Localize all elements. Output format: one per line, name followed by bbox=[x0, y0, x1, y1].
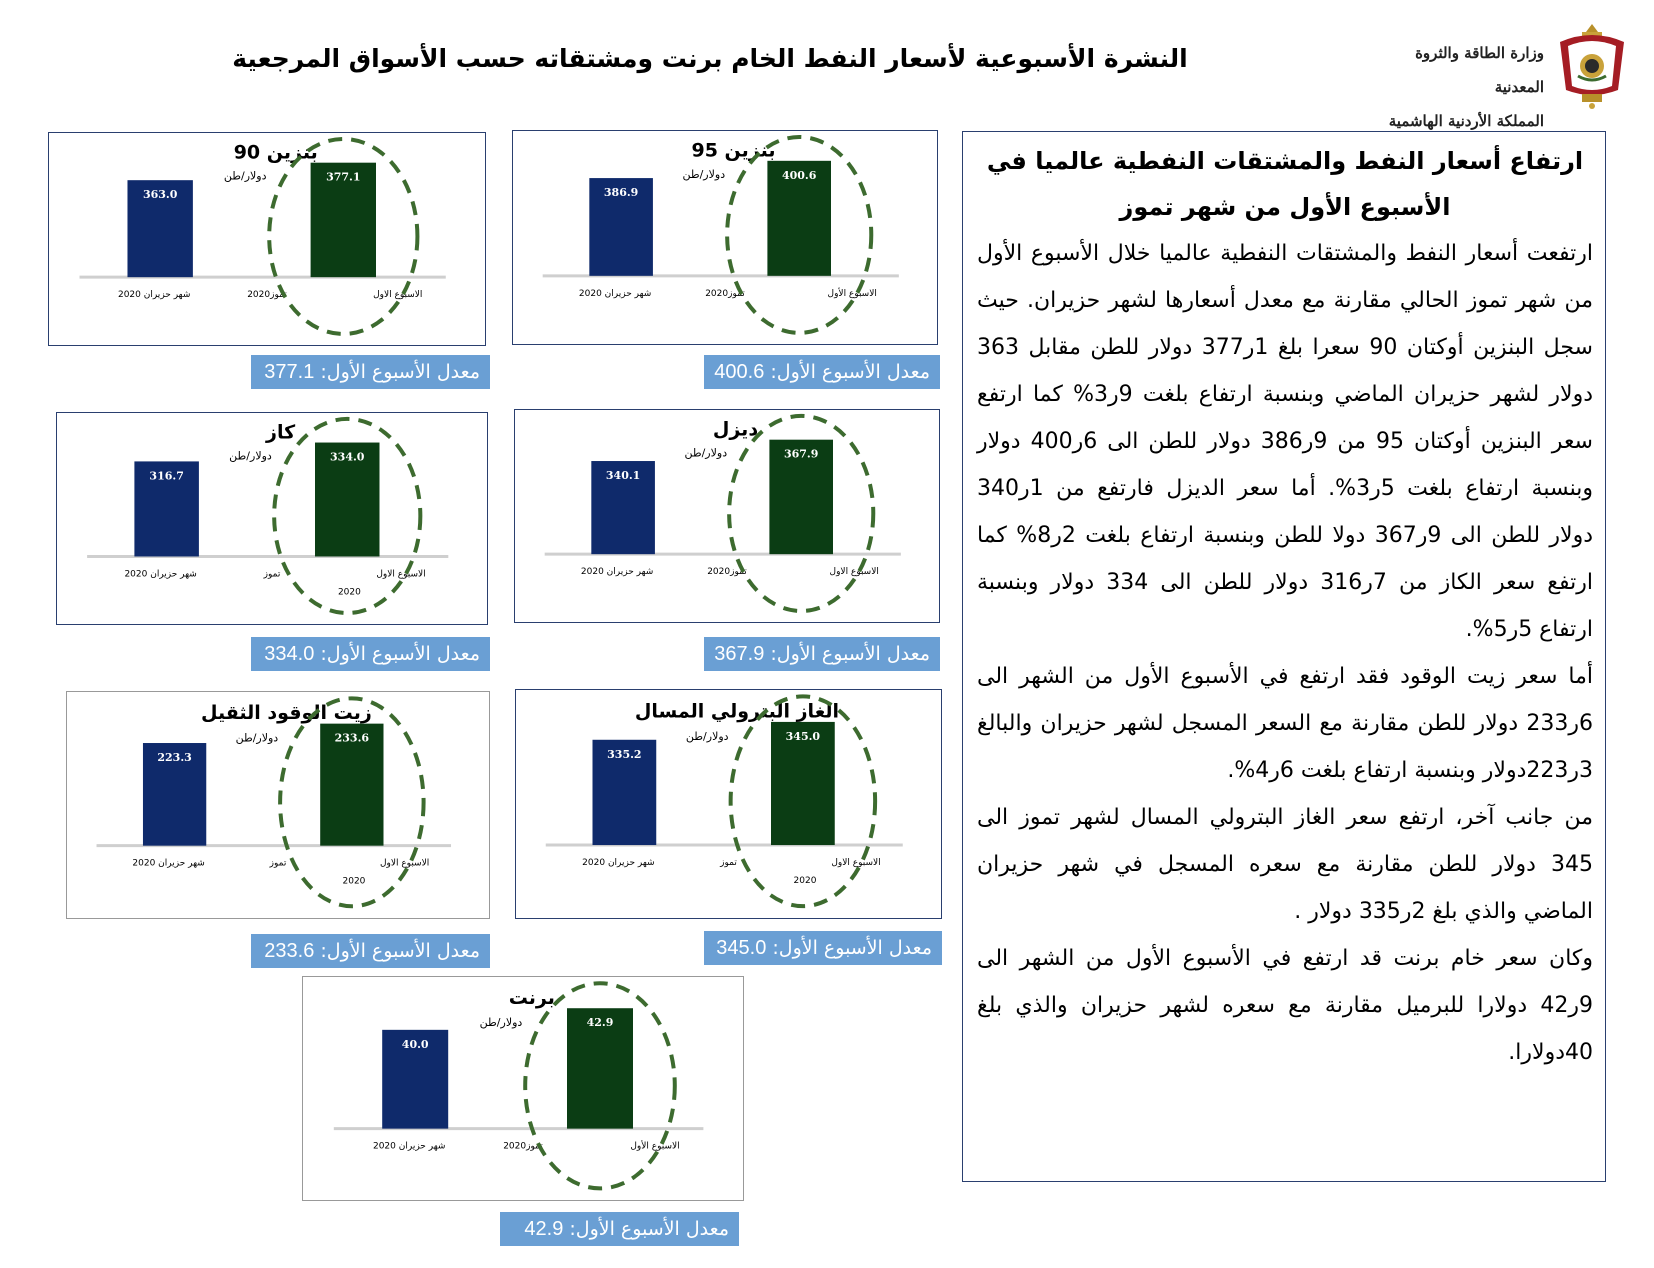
category-label-july: تموز2020 bbox=[705, 288, 745, 299]
page-title: النشرة الأسبوعية لأسعار النفط الخام برنت ومشتقاته حسب الأسواق المرجعية bbox=[232, 44, 1188, 73]
article-paragraph-2: أما سعر زيت الوقود فقد ارتفع في الأسبوع الأول من الشهر الى 6ر233 دولار للطن مقارنة مع السعر المسجل لشهر حزيران والبالغ 3ر223دولار وبنسبة ارتفاع بلغت 6ر4%. bbox=[977, 664, 1593, 783]
category-label-july: تموز bbox=[720, 858, 737, 869]
category-label-june: شهر حزيران 2020 bbox=[578, 288, 652, 299]
avg-box-diesel: معدل الأسبوع الأول: 367.9 bbox=[704, 637, 940, 671]
data-label: 377.1 bbox=[326, 170, 361, 184]
article-heading-line2: الأسبوع الأول من شهر تموز bbox=[1119, 193, 1451, 221]
category-label-june: شهر حزيران 2020 bbox=[580, 567, 654, 578]
chart-panel-kerosene bbox=[56, 412, 488, 625]
category-label-year: 2020 bbox=[337, 587, 361, 598]
chart-unit: دولار/طن bbox=[684, 446, 728, 460]
chart-title: بنزين 95 bbox=[691, 139, 776, 162]
chart-panel-lpg bbox=[515, 689, 942, 919]
jordan-coat-of-arms-icon bbox=[1552, 20, 1632, 110]
bar-chart-brent bbox=[303, 977, 743, 1200]
bar-chart-gasoline90 bbox=[49, 133, 485, 345]
category-label-year: 2020 bbox=[342, 876, 366, 887]
category-label-july: تموز bbox=[263, 569, 281, 580]
data-label: 400.6 bbox=[781, 168, 817, 182]
avg-value: 345.0 bbox=[716, 937, 767, 959]
category-label-week: الاسبوع الاول bbox=[376, 569, 426, 580]
data-label: 386.9 bbox=[603, 186, 639, 200]
chart-title: الغاز البترولي المسال bbox=[634, 700, 840, 723]
category-label-june: شهر حزيران 2020 bbox=[372, 1141, 446, 1152]
avg-box-gasoline95: معدل الأسبوع الأول: 400.6 bbox=[704, 355, 940, 389]
chart-unit: دولار/طن bbox=[235, 731, 279, 745]
data-label: 42.9 bbox=[586, 1016, 614, 1030]
bar-chart-kerosene bbox=[57, 413, 487, 624]
data-label: 233.6 bbox=[334, 731, 370, 745]
bar-chart-lpg bbox=[516, 690, 941, 918]
ministry-logo bbox=[1374, 20, 1634, 130]
avg-value: 334.0 bbox=[264, 643, 315, 665]
category-label-june: شهر حزيران 2020 bbox=[132, 858, 205, 869]
category-label-week: الاسبوع الاول bbox=[373, 290, 423, 301]
chart-panel-fueloil bbox=[66, 691, 490, 919]
chart-panel-gasoline95 bbox=[512, 130, 938, 345]
article-box bbox=[962, 131, 1606, 1182]
category-label-july: تموز2020 bbox=[247, 290, 287, 301]
avg-box-kerosene: معدل الأسبوع الأول: 334.0 bbox=[251, 637, 490, 671]
ministry-name bbox=[1374, 36, 1544, 138]
chart-panel-diesel bbox=[514, 409, 940, 623]
chart-panel-gasoline90 bbox=[48, 132, 486, 346]
chart-title: ديزل bbox=[712, 418, 759, 441]
article-paragraph-1: ارتفعت أسعار النفط والمشتقات النفطية عالميا خلال الأسبوع الأول من شهر تموز الحالي مقارنة مع معدل أسعارها لشهر حزيران. حيث سجل البنزين أوكتان 90 سعرا بلغ 1ر377 دولار للطن مقابل 363 دولار لشهر حزيران الماضي وبنسبة ارتفاع بلغت 9ر3% كما ارتفع سعر البنزين أوكتان 95 من 9ر386 دولار للطن الى 6ر400 دولار وبنسبة ارتفاع بلغت 5ر3%. أما سعر الديزل فارتفع من 1ر340 دولار للطن الى 9ر367 دولا للطن وبنسبة ارتفاع بلغت 2ر8% كما ارتفع سعر الكاز من 7ر316 دولار للطن الى 334 دولار وبنسبة ارتفاع 5ر5%. bbox=[977, 241, 1594, 642]
category-label-july: تموز bbox=[269, 858, 287, 869]
category-label-week: الاسبوع الاول bbox=[831, 858, 881, 869]
avg-box-brent: معدل الأسبوع الأول: 42.9 bbox=[500, 1212, 739, 1246]
avg-value: 42.9 bbox=[524, 1218, 564, 1240]
chart-panel-brent bbox=[302, 976, 744, 1201]
chart-title: بنزين 90 bbox=[233, 141, 318, 164]
chart-unit: دولار/طن bbox=[685, 730, 729, 744]
avg-value: 367.9 bbox=[714, 643, 765, 665]
chart-unit: دولار/طن bbox=[479, 1016, 523, 1030]
avg-value: 400.6 bbox=[714, 361, 765, 383]
bar-chart-diesel bbox=[515, 410, 939, 622]
avg-box-gasoline90: معدل الأسبوع الأول: 377.1 bbox=[251, 355, 490, 389]
chart-title: زيت الوقود الثقيل bbox=[201, 702, 372, 725]
category-label-june: شهر حزيران 2020 bbox=[117, 290, 191, 301]
category-label-week: الاسبوع الأول bbox=[630, 1141, 680, 1152]
category-label-july: تموز2020 bbox=[707, 567, 747, 578]
category-label-july: تموز2020 bbox=[503, 1141, 543, 1152]
data-label: 340.1 bbox=[605, 469, 641, 483]
chart-title: كاز bbox=[266, 421, 296, 444]
chart-title: برنت bbox=[508, 986, 555, 1009]
avg-box-lpg: معدل الأسبوع الأول: 345.0 bbox=[704, 931, 942, 965]
data-label: 363.0 bbox=[142, 188, 178, 202]
article-heading bbox=[977, 138, 1593, 230]
category-label-year: 2020 bbox=[793, 876, 817, 887]
data-label: 223.3 bbox=[157, 751, 192, 765]
article-paragraph-3: من جانب آخر، ارتفع سعر الغاز البترولي المسال لشهر تموز الى 345 دولار للطن مقارنة مع سعره المسجل في شهر حزيران الماضي والذي بلغ 2ر335 دولار . bbox=[977, 805, 1593, 924]
avg-value: 377.1 bbox=[264, 361, 315, 383]
category-label-week: الاسبوع الاول bbox=[379, 858, 430, 869]
category-label-june: شهر حزيران 2020 bbox=[582, 858, 655, 869]
data-label: 316.7 bbox=[149, 469, 184, 483]
bar-chart-gasoline95 bbox=[513, 131, 937, 344]
chart-unit: دولار/طن bbox=[229, 449, 272, 463]
avg-value: 233.6 bbox=[264, 940, 315, 962]
data-label: 345.0 bbox=[785, 729, 821, 743]
chart-unit: دولار/طن bbox=[682, 167, 726, 181]
article-heading-line1: ارتفاع أسعار النفط والمشتقات النفطية عالميا في bbox=[986, 147, 1584, 175]
data-label: 334.0 bbox=[330, 450, 365, 464]
article-paragraph-4: وكان سعر خام برنت قد ارتفع في الأسبوع الأول من الشهر الى 9ر42 دولارا للبرميل مقارنة مع سعره لشهر حزيران والذي بلغ 40دولارا. bbox=[977, 946, 1593, 1065]
avg-box-fueloil: معدل الأسبوع الأول: 233.6 bbox=[251, 934, 490, 968]
data-label: 335.2 bbox=[607, 747, 642, 761]
bar-chart-fueloil bbox=[67, 692, 489, 918]
data-label: 367.9 bbox=[783, 447, 819, 461]
category-label-week: الاسبوع الأول bbox=[827, 288, 877, 299]
ministry-name-line2: المملكة الأردنية الهاشمية bbox=[1388, 112, 1544, 130]
category-label-june: شهر حزيران 2020 bbox=[124, 569, 197, 580]
ministry-name-line1: وزارة الطاقة والثروة المعدنية bbox=[1415, 44, 1544, 96]
chart-unit: دولار/طن bbox=[223, 169, 267, 183]
category-label-week: الاسبوع الاول bbox=[829, 567, 879, 578]
data-label: 40.0 bbox=[401, 1037, 429, 1051]
